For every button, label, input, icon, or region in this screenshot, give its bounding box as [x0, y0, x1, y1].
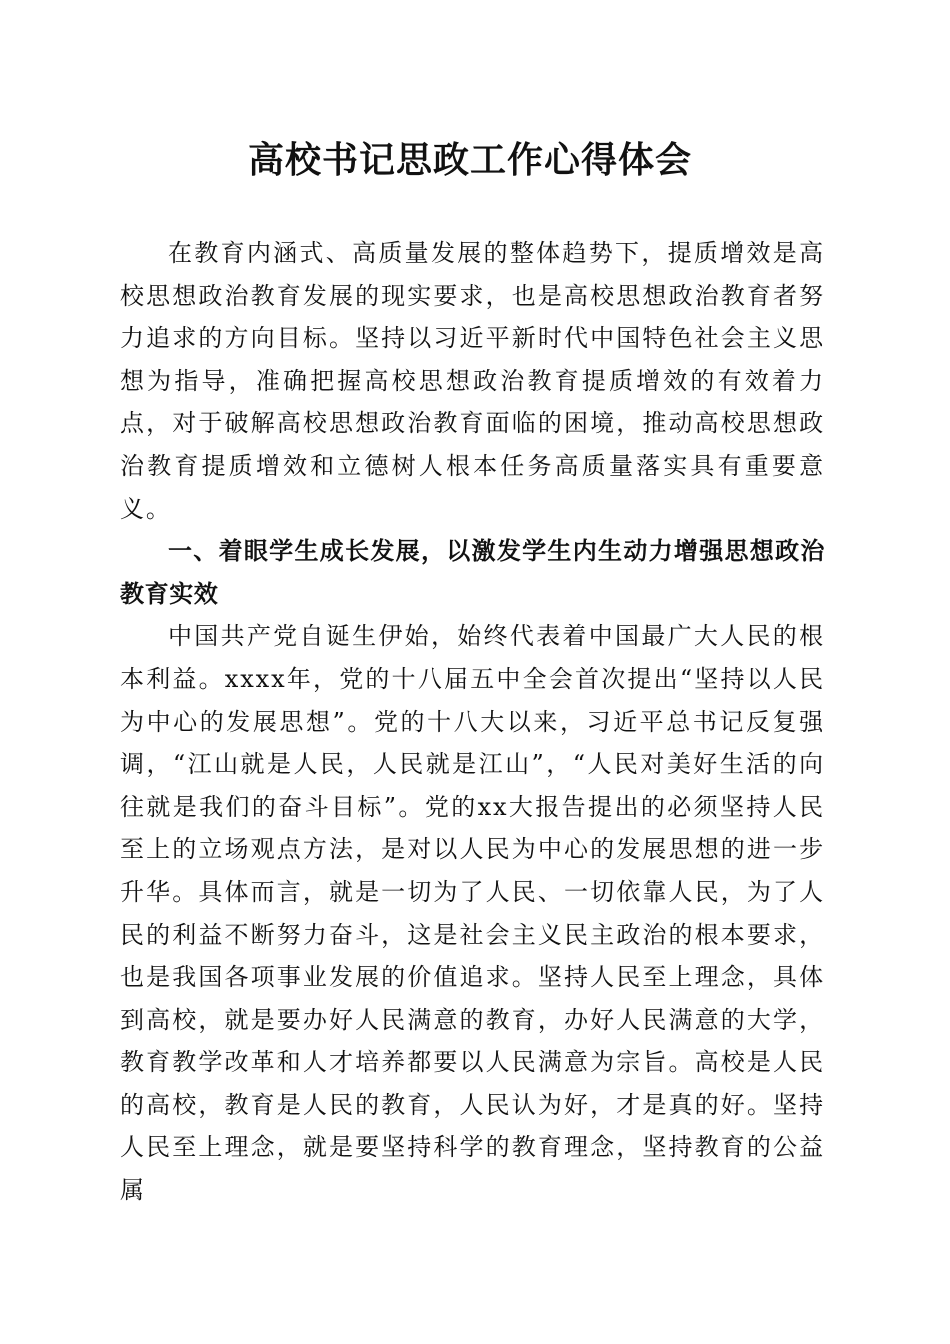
section-paragraph: 中国共产党自诞生伊始，始终代表着中国最广大人民的根本利益。xxxx年，党的十八届五中全会首次提出“坚持以人民为中心的发展思想”。党的十八大以来，习近平总书记反复强调，“江山就是人民，人民就是江山”，“人民对美好生活的向往就是我们的奋斗目标”。党的xx大报告提出的必须坚持人民至上的立场观点方法，是对以人民为中心的发展思想的进一步升华。具体而言，就是一切为了人民、一切依靠人民，为了人民的利益不断努力奋斗，这是社会主义民主政治的根本要求，也是我国各项事业发展的价值追求。坚持人民至上理念，具体到高校，就是要办好人民满意的教育，办好人民满意的大学，教育教学改革和人才培养都要以人民满意为宗旨。高校是人民的高校，教育是人民的教育，人民认为好，才是真的好。坚持人民至上理念，就是要坚持科学的教育理念，坚持教育的公益属	[120, 622, 825, 1205]
document-body	[120, 232, 825, 1212]
section-heading: 一、着眼学生成长发展，以激发学生内生动力增强思想政治教育实效	[120, 537, 825, 608]
document-title: 高校书记思政工作心得体会	[247, 139, 692, 181]
intro-paragraph: 在教育内涵式、高质量发展的整体趋势下，提质增效是高校思想政治教育发展的现实要求，也是高校思想政治教育者努力追求的方向目标。坚持以习近平新时代中国特色社会主义思想为指导，准确把握高校思想政治教育提质增效的有效着力点，对于破解高校思想政治教育面临的困境，推动高校思想政治教育提质增效和立德树人根本任务高质量落实具有重要意义。	[120, 239, 825, 523]
